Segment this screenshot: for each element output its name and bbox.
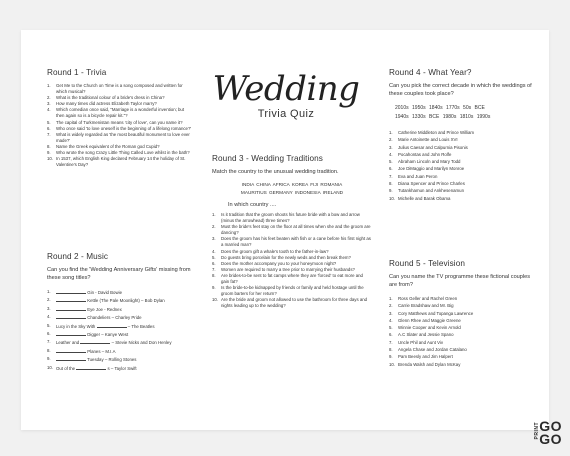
list-item <box>389 152 534 158</box>
song-item <box>47 339 197 346</box>
item-number: 6. <box>212 260 216 266</box>
item-number: 9. <box>47 150 51 156</box>
item-text: Uncle Phil and Aunt Viv <box>398 339 444 345</box>
list-item <box>212 236 372 248</box>
item-number: 7. <box>389 339 393 345</box>
item-number: 4. <box>47 314 51 320</box>
item-text: Is the bride-to-be kidnapped by friends or family and held hostage until the groom barters for her return? <box>221 285 364 297</box>
item-text: Abraham Lincoln and Mary Todd <box>398 159 461 165</box>
list-item <box>389 340 534 346</box>
item-number: 1. <box>47 289 51 294</box>
list-item <box>389 145 534 151</box>
print-go-go-logo <box>534 418 562 447</box>
answer-blank <box>76 365 106 370</box>
item-text: A.C Slater and Jessie Spano <box>398 332 454 338</box>
song-text <box>56 339 197 346</box>
item-number: 7. <box>47 339 51 345</box>
item-number: 8. <box>389 180 393 186</box>
logo-go-2: GO <box>539 431 562 447</box>
list-item <box>389 166 534 172</box>
item-text: Eva and Juan Peron <box>398 173 438 179</box>
item-text: Who once said 'to love oneself is the beginning of a lifelong romance?' <box>56 125 192 131</box>
item-number: 4. <box>389 151 393 157</box>
item-text: Glenn Rhee and Maggie Greene <box>398 317 461 323</box>
item-text: Who wrote the song Crazy Little Thing Called Love whilst in the bath? <box>56 150 190 156</box>
answer-blank <box>56 348 86 353</box>
item-text: Does the groom gift a whale's tooth to the father-in-law? <box>221 248 329 254</box>
song-pre: Lucy in the Sky With <box>56 323 96 329</box>
year-options <box>389 104 534 122</box>
list-item <box>47 107 192 119</box>
item-number: 10. <box>389 361 396 367</box>
round3-heading: Round 3 - Wedding Traditions <box>212 154 323 163</box>
title-script: Wedding <box>212 69 360 109</box>
item-text: Are the bride and groom not allowed to use the bathroom for three days and nights leading up to the wedding? <box>221 297 368 309</box>
item-text: Name the Greek equivalent of the Roman god Cupid? <box>56 143 160 149</box>
item-text: In 1537, which English King declared February 14 the holiday of St. Valentine's Day? <box>56 156 186 168</box>
item-number: 9. <box>389 188 393 194</box>
item-number: 3. <box>389 310 393 316</box>
item-text: Get Me to the Church on Time is a song composed and written for which musical? <box>56 83 183 95</box>
list-item <box>389 137 534 143</box>
song-item <box>47 314 197 321</box>
item-text: Julius Caesar and Calpurnia Pisonis <box>398 144 468 150</box>
item-number: 10. <box>212 297 219 303</box>
round5-heading: Round 5 - Television <box>389 259 466 268</box>
item-number: 1. <box>212 212 216 217</box>
item-number: 8. <box>389 346 393 352</box>
round4-intro: Can you pick the correct decade in which the weddings of these couples took place? <box>389 83 532 97</box>
list-item <box>212 224 372 236</box>
list-item <box>47 83 192 95</box>
song-post: Chandeliers – Charley Pride <box>87 315 142 321</box>
song-item <box>47 297 197 304</box>
song-post: – Stevie Nicks and Don Henley <box>111 340 172 346</box>
item-text: Pam Beesly and Jim Halpert <box>398 354 453 360</box>
song-post: Tuesday – Rolling Stones <box>87 357 137 363</box>
item-number: 9. <box>389 354 393 360</box>
item-number: 4. <box>389 317 393 323</box>
song-post: Planes – M.I.A <box>87 348 116 354</box>
answer-blank <box>56 289 86 294</box>
item-number: 1. <box>47 83 51 88</box>
item-number: 1. <box>389 130 393 135</box>
list-item <box>389 332 534 338</box>
list-item <box>389 159 534 165</box>
country-line-1: INDIA CHINA AFRICA KOREA FIJI ROMANIA <box>241 182 343 187</box>
answer-blank <box>56 314 86 319</box>
round1-heading: Round 1 - Trivia <box>47 68 107 77</box>
item-text: What is the traditional colour of a bride's dress in China? <box>56 95 165 101</box>
item-text: Winnie Cooper and Kevin Arnold <box>398 325 461 331</box>
item-text: Diana Spencer and Prince Charles <box>398 180 465 186</box>
quiz-sheet <box>21 30 549 430</box>
item-number: 10. <box>47 364 54 370</box>
song-post: Kettle (The Pale Moonlight) – Bob Dylan <box>87 298 165 304</box>
item-text: Joe DiMaggio and Marilyn Monroe <box>398 166 465 172</box>
item-number: 8. <box>212 272 216 278</box>
item-text: Which comedian once said, "Marriage is a wonderful invention; but then again so is a bicycle repair kit."? <box>56 107 185 119</box>
song-text <box>56 365 197 372</box>
song-item <box>47 356 197 363</box>
item-number: 6. <box>389 332 393 338</box>
item-text: Catherine Middleton and Prince William <box>398 130 475 135</box>
item-text: Angela Chase and Jordan Catalano <box>398 346 467 352</box>
song-text <box>56 306 197 313</box>
list-item <box>47 156 192 168</box>
title-sub: Trivia Quiz <box>257 108 315 120</box>
list-item <box>389 130 534 136</box>
item-number: 5. <box>212 254 216 260</box>
title-block <box>211 69 361 120</box>
list-item <box>212 212 372 224</box>
song-text <box>56 356 197 363</box>
round2-section <box>47 252 197 373</box>
list-item <box>389 188 534 194</box>
item-number: 9. <box>212 285 216 291</box>
list-item <box>389 362 534 368</box>
round5-intro: Can you name the TV programme these fictional couples are from? <box>389 274 531 288</box>
song-text <box>56 297 197 304</box>
item-text: Is it tradition that the groom shoots his future bride with a bow and arrow (minus the arrowhead) three times? <box>221 212 360 224</box>
song-post: Gin - David Bowie <box>87 290 122 295</box>
country-line-2: MAURITIUS GERMANY INDONESIA IRELAND <box>240 190 344 195</box>
item-number: 4. <box>212 248 216 254</box>
round5-couples <box>389 296 534 368</box>
list-item <box>389 181 534 187</box>
song-post: Eye Joe - Rednex <box>87 306 122 312</box>
item-text: Do guests bring porcelain for the newly weds and then break them? <box>221 254 351 260</box>
list-item <box>389 196 534 202</box>
year-line-2: 1940s 1330s BCE 1980s 1810s 1990s <box>395 114 491 120</box>
song-item <box>47 365 197 372</box>
item-number: 4. <box>47 107 51 113</box>
item-text: Does the mother accompany you to your honeymoon night? <box>221 260 337 266</box>
item-text: What is widely regarded as 'the most beautiful monument to love ever made?' <box>56 131 190 143</box>
answer-blank <box>80 339 110 344</box>
item-text: Pocahontas and John Rolfe <box>398 151 452 157</box>
item-number: 2. <box>47 297 51 303</box>
item-number: 7. <box>47 131 51 137</box>
item-text: Must the bride's feet stay on the floor at all times when she and the groom are dancing? <box>221 224 371 236</box>
item-text: The capital of Turkmenistan means 'city of love', can you name it? <box>56 119 183 125</box>
item-text: Does the groom has his feet beaten with fish or a cane before his first night as a married man? <box>221 236 371 248</box>
song-text <box>56 348 197 355</box>
list-item <box>389 347 534 353</box>
round1-questions <box>47 83 192 168</box>
item-number: 8. <box>47 143 51 149</box>
round2-songs <box>47 289 197 372</box>
list-item <box>389 354 534 360</box>
round1-section <box>47 68 192 168</box>
item-text: How many times did actress Elizabeth Taylor marry? <box>56 101 157 107</box>
item-text: Carrie Bradshaw and Mr. Big <box>398 303 454 309</box>
song-post: s – Taylor Swift <box>107 365 137 371</box>
item-number: 10. <box>389 195 396 201</box>
list-item <box>389 303 534 309</box>
item-number: 7. <box>389 173 393 179</box>
item-number: 3. <box>389 144 393 150</box>
song-post: Digger – Kanye West <box>87 331 129 337</box>
item-number: 7. <box>212 266 216 272</box>
round4-heading: Round 4 - What Year? <box>389 68 472 77</box>
song-pre: Leather and <box>56 340 80 346</box>
item-text: Michelle and Barak Obama <box>398 195 451 201</box>
item-number: 5. <box>389 325 393 331</box>
item-number: 6. <box>47 125 51 131</box>
item-number: 9. <box>47 356 51 362</box>
list-item <box>389 325 534 331</box>
song-post: – The Beatles <box>127 323 155 329</box>
answer-blank <box>97 323 127 328</box>
item-number: 1. <box>389 296 393 301</box>
round5-section <box>389 259 534 369</box>
item-text: Ross Geller and Rachel Green <box>398 296 458 301</box>
round2-heading: Round 2 - Music <box>47 252 109 261</box>
song-text <box>56 314 197 321</box>
list-item <box>212 285 372 297</box>
item-text: Marie Antoinette and Louis XVI <box>398 137 458 143</box>
item-number: 2. <box>212 224 216 230</box>
song-text <box>56 331 197 338</box>
item-number: 5. <box>47 119 51 125</box>
round3-section <box>212 154 372 310</box>
song-item <box>47 331 197 338</box>
list-item <box>212 273 372 285</box>
item-text: Women are required to marry a tree prior to marrying their husbands? <box>221 266 355 272</box>
song-text <box>56 289 197 296</box>
item-number: 5. <box>47 322 51 328</box>
song-item <box>47 306 197 313</box>
item-number: 3. <box>47 101 51 107</box>
list-item <box>47 132 192 144</box>
item-text: Tutankhamun and Ankhesenamun <box>398 188 465 194</box>
song-pre: Out of the <box>56 365 76 371</box>
item-number: 6. <box>389 166 393 172</box>
item-text: Brenda Walsh and Dylan McKay <box>398 361 461 367</box>
song-text <box>56 323 197 330</box>
item-number: 5. <box>389 159 393 165</box>
country-list <box>212 181 372 197</box>
song-item <box>47 348 197 355</box>
item-number: 2. <box>389 303 393 309</box>
item-number: 3. <box>47 305 51 311</box>
answer-blank <box>56 297 86 302</box>
answer-blank <box>56 306 86 311</box>
list-item <box>389 174 534 180</box>
round2-intro: Can you find the 'Wedding Anniversary Gifts' missing from these song titles? <box>47 267 191 281</box>
item-text: Are brides-to-be sent to fat camps where they are 'forced' to eat more and gain fat? <box>221 272 363 285</box>
list-item <box>212 297 372 309</box>
item-number: 8. <box>47 347 51 353</box>
year-line-1: 2010s 1950s 1840s 1770s 50s BCE <box>395 105 485 111</box>
round4-section <box>389 68 534 203</box>
item-text: Cory Matthews and Topanga Lawrence <box>398 310 474 316</box>
item-number: 2. <box>47 95 51 101</box>
round3-prompt: In which country .... <box>228 202 277 208</box>
item-number: 6. <box>47 330 51 336</box>
round3-questions <box>212 212 372 310</box>
item-number: 2. <box>389 137 393 143</box>
round3-intro: Match the country to the unusual wedding tradition. <box>212 169 339 175</box>
item-number: 10. <box>47 156 54 162</box>
song-item <box>47 323 197 330</box>
list-item <box>389 311 534 317</box>
answer-blank <box>56 356 86 361</box>
answer-blank <box>56 331 86 336</box>
logo-go-1: GO <box>539 418 562 434</box>
item-number: 3. <box>212 236 216 242</box>
round4-couples <box>389 130 534 202</box>
list-item <box>389 296 534 302</box>
list-item <box>389 318 534 324</box>
logo-print-text: PRINT <box>534 422 541 440</box>
song-item <box>47 289 197 296</box>
